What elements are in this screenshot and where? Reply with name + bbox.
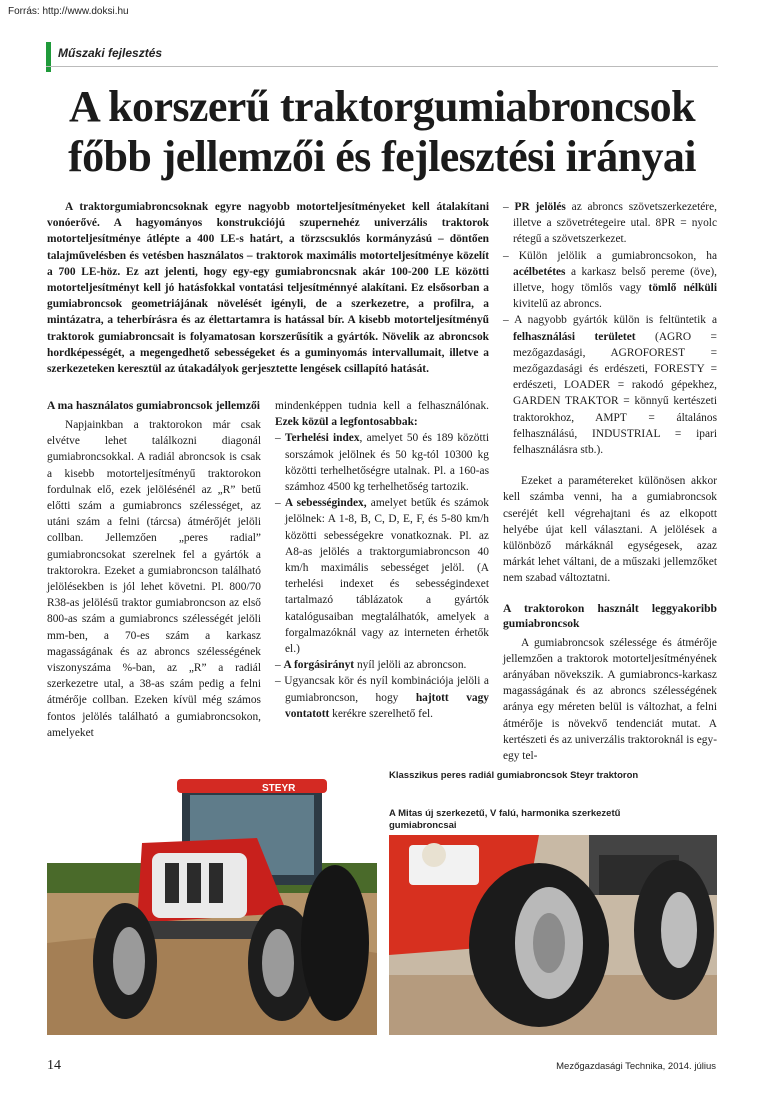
list-item-driven: – Ugyancsak kör és nyíl kombinációja jelöli a gumiabroncson, hogy hajtott vagy vontatott kerékre szerelhető fel. bbox=[275, 675, 489, 720]
section-divider bbox=[46, 66, 718, 67]
caption-photo-2: A Mitas új szerkezetű, V falú, harmonika szerkezetű gumiabroncsai bbox=[389, 808, 621, 831]
lead-paragraph: A traktorgumiabroncsoknak egyre nagyobb motorteljesítményeket kell átalakítani vonóerővé. A hagyományos konstrukciójú szupernehéz univerzális traktorok motorteljesítménye átlépte a 400 LE-s határt, a törzscsuklós kormányzású – döntően talajművelésben és vetésben használatos – traktorok maximális motorteljesítménye közelít a 700 LE-höz. Ez azt jelenti, hogy egy-egy gumiabroncsnak akár 100-200 LE közötti motorteljesítményt kell jó hatásfokkal vontatási teljesítménnyé alakítani. Ez elsősorban a gumiabroncsok geometriájának növelését igényli, de a szerkezetre, a profilra, a mintázatra, a teherbírásra és az élettartamra is hatással bír. A kisebb motorteljesítményű traktorok gumiabroncsait is folyamatosan korszerűsítik a gyártók. Növelik az abroncsok hordképességét, a megengedhető sebességeket és a guminyomás intervallumait, illetve a szerkezeteken keresztül az útakadályok gerjesztette lengések csillapító hatását. bbox=[47, 201, 489, 376]
list-item-usage: – A nagyobb gyártók külön is feltüntetik a felhasználási területet (AGRO = mezőgazdasági, AGROFOREST = mezőgazdasági és erdészeti, FORESTY = erdészeti, LOADER = rakodó gépekhez, GARDEN TRAKTOR = könnyű kertészeti traktorokhoz, AMPT = általános felhasználású, INDUSTRIAL = ipari felhasználásra stb.). bbox=[503, 314, 717, 457]
list-item-load-index: – Terhelési index, amelyet 50 és 189 közötti sorszámok jelölnek és 50 kg-tól 10300 kg közötti terhelhetőségre utalnak. Pl. a 160-as számhoz 4500 kg terhelhetőség tartozik. bbox=[275, 432, 489, 494]
list-item-pr: – PR jelölés az abroncs szövetszerkezetére, illetve a szövetrétegeire utal. 8PR = nyolc rétegű a szövetszerkezet. bbox=[503, 201, 717, 246]
col1-heading: A ma használatos gumiabroncsok jellemzői bbox=[47, 399, 260, 412]
column-3 bbox=[503, 199, 717, 764]
tyre-photo bbox=[389, 835, 717, 1035]
article-title bbox=[30, 82, 734, 182]
column-2 bbox=[275, 398, 489, 722]
title-line-1: A korszerű traktorgumiabroncsok bbox=[69, 82, 695, 131]
col3-heading: A traktorokon használt leggyakoribb gumiabroncsok bbox=[503, 601, 717, 630]
publication-footer: Mezőgazdasági Technika, 2014. július bbox=[556, 1061, 716, 1072]
list-item-speed-index: – A sebességindex, amelyet betűk és számok jelölnek: A 1-8, B, C, D, E, F, és 5-80 km/h közötti sebességekre vonatkoznak. Pl. az A8-as jelölés a traktorgumiabroncson 40 km/h maximális sebességet jelöl. (A terhelési indexet és sebességindexet tartalmazó táblázatok a gyártók katalógusaiban megtalálhatók, amelyek a forgalmazóknál vagy az interneten érhetők el.) bbox=[275, 497, 489, 656]
title-line-2: főbb jellemzői és fejlesztési irányai bbox=[68, 132, 696, 181]
list-item-rotation: – A forgásirányt nyíl jelöli az abroncson. bbox=[275, 659, 467, 672]
col3-paragraph-2: A gumiabroncsok szélessége és átmérője jellemzően a traktorok motorteljesítményének arányában növekszik. A gumiabroncs-karkasz magasságának és az abroncs szélességének aránya egy méreten belül is változhat, a felni átmérője is növekvő tendenciát mutat. A kertészeti és az univerzális traktoroknál is egy-egy tel- bbox=[503, 636, 717, 763]
col3-paragraph-1: Ezeket a paramétereket különösen akkor kell számba venni, ha a gumiabroncsok cseréjét kell végrehajtani és az elkopott helyébe újat kell választani. A jelölések a különböző márkáknál egységesek, azaz márkát lehet váltani, de a műszaki jellemzőket nem szabad változtatni. bbox=[503, 475, 717, 585]
source-url: Forrás: http://www.doksi.hu bbox=[8, 6, 129, 17]
page-number: 14 bbox=[47, 1058, 61, 1073]
column-1 bbox=[47, 398, 261, 741]
col2-intro: mindenképpen tudnia kell a felhasználónak. Ezek közül a legfontosabbak: bbox=[275, 400, 489, 429]
section-accent-bar bbox=[46, 42, 51, 72]
list-item-steel: – Külön jelölik a gumiabroncsokon, ha acélbetétes a karkasz belső pereme (öve), illetve, hogy tömlős vagy tömlő nélküli kivitelű az abroncs. bbox=[503, 249, 718, 311]
section-label: Műszaki fejlesztés bbox=[58, 46, 163, 60]
caption-photo-1: Klasszikus peres radiál gumiabroncsok Steyr traktoron bbox=[389, 770, 639, 781]
col1-paragraph: Napjainkban a traktorokon már csak elvétve lehet találkozni diagonál gumiabroncsokkal. A radiál abroncsok is csak a kisebb motorteljesítményű traktorokon fordulnak elő, ezek jelölésénél az „R” betű előtti szám a gumiabroncs szélességet, az utáni szám a felni (tárcsa) átmérőjét jelöli collban. Jellemzően „peres radial” gumiabroncsokat szerelnek fel a gyártók a traktorokra. Ezeket a gumiabroncson található jelölésekben is jól lehet követni. Pl. 800/70 R38-as jelölésű traktor gumiabroncson az első 800-as szám a gumiabroncs szélességét jelöli mm-ben, a 70-es szám a karkasz magasságának és az abroncs szélességének viszonyszáma %-ban, az „R” a radiál szerkezetre utal, a 38-as szám pedig a felni átmérője collban. Ezeken kívül még számos fontos jelölés található a gumiabroncsokon, amelyeket bbox=[47, 419, 261, 739]
tractor-photo bbox=[47, 743, 377, 1035]
steyr-logo: STEYR bbox=[262, 783, 296, 794]
col2-intro-bold: Ezek közül a legfontosabbak: bbox=[275, 416, 418, 429]
